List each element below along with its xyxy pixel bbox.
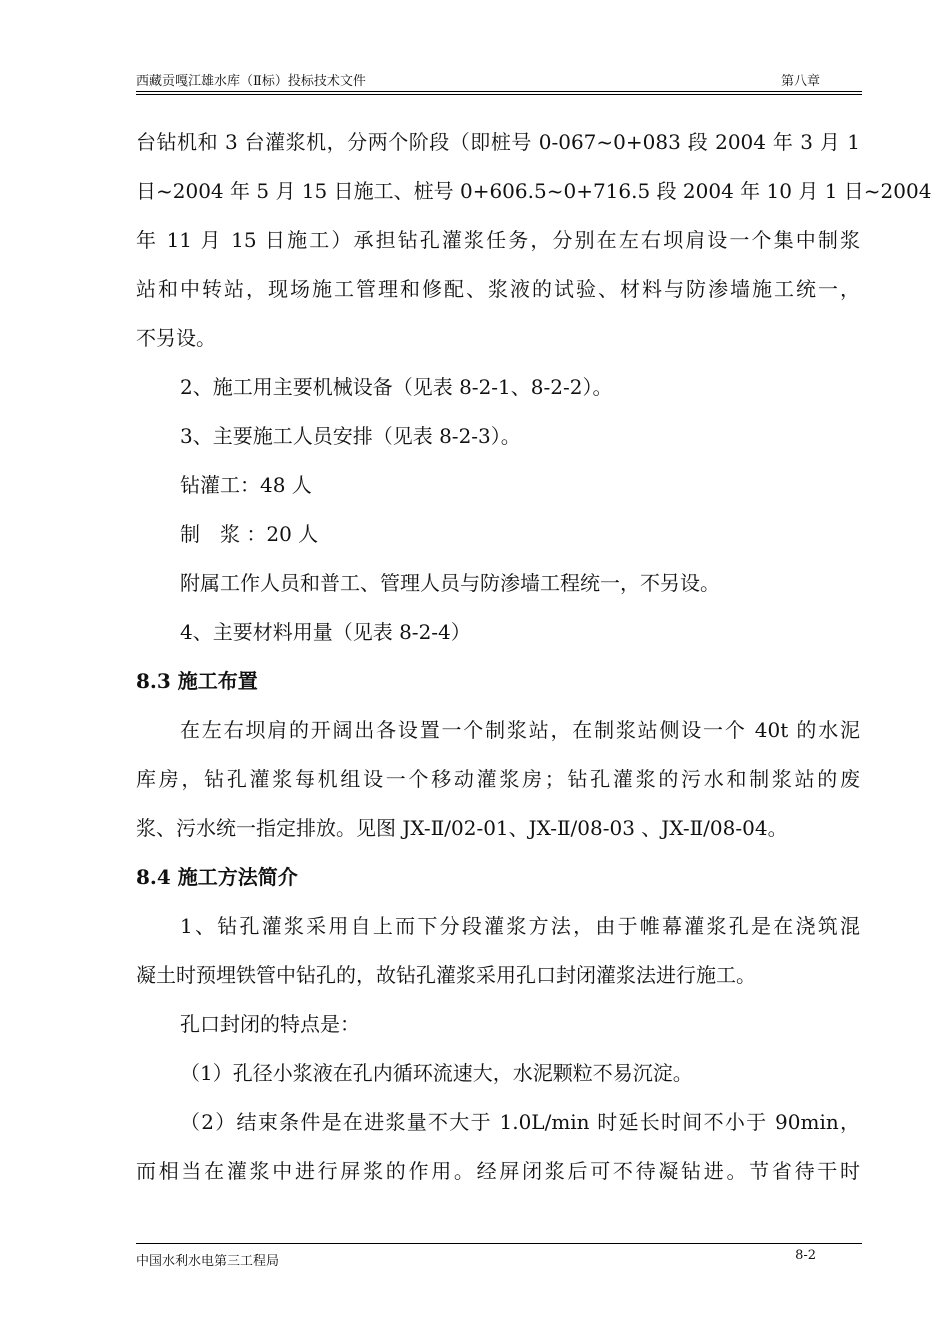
body-line: 1、钻孔灌浆采用自上而下分段灌浆方法，由于帷幕灌浆孔是在浇筑混 <box>180 914 860 938</box>
body-line: 4、主要材料用量（见表 8-2-4） <box>180 620 471 644</box>
header-rule <box>136 91 862 92</box>
page-body <box>136 118 932 1196</box>
page-header <box>136 70 860 92</box>
body-line: 浆、污水统一指定排放。见图 JX-Ⅱ/02-01、JX-Ⅱ/08-03 、JX-Ⅱ/08-04。 <box>136 816 788 840</box>
body-line: 站和中转站，现场施工管理和修配、浆液的试验、材料与防渗墙施工统一， <box>136 277 860 301</box>
organization-name: 中国水利水电第三工程局 <box>136 1254 280 1269</box>
section-heading-8-3: 8.3 施工布置 <box>136 669 258 693</box>
document-title: 西藏贡嘎江雄水库（Ⅱ标）投标技术文件 <box>136 74 366 89</box>
body-line: 2、施工用主要机械设备（见表 8-2-1、8-2-2）。 <box>180 375 613 399</box>
body-line: 制 浆 ：20 人 <box>180 522 319 546</box>
body-line: 日~2004 年 5 月 15 日施工、桩号 0+606.5~0+716.5 段 2004 年 10 月 1 日~2004 <box>136 179 932 203</box>
body-line: 库房，钻孔灌浆每机组设一个移动灌浆房；钻孔灌浆的污水和制浆站的废 <box>136 767 860 791</box>
section-heading-8-4: 8.4 施工方法简介 <box>136 865 298 889</box>
footer-rule <box>136 1243 862 1244</box>
body-line: 而相当在灌浆中进行屏浆的作用。经屏闭浆后可不待凝钻进。节省待干时 <box>136 1159 860 1183</box>
page-number: 8-2 <box>795 1248 816 1263</box>
body-line: 凝土时预埋铁管中钻孔的，故钻孔灌浆采用孔口封闭灌浆法进行施工。 <box>136 963 756 987</box>
body-line: （1）孔径小浆液在孔内循环流速大，水泥颗粒不易沉淀。 <box>180 1061 693 1085</box>
body-line: 钻灌工：48 人 <box>180 473 312 497</box>
chapter-label: 第八章 <box>780 74 820 89</box>
body-line: 台钻机和 3 台灌浆机，分两个阶段（即桩号 0-067~0+083 段 2004 年 3 月 1 <box>136 130 860 154</box>
body-line: （2）结束条件是在进浆量不大于 1.0L/min 时延长时间不小于 90min， <box>180 1110 860 1134</box>
body-line: 在左右坝肩的开阔出各设置一个制浆站，在制浆站侧设一个 40t 的水泥 <box>180 718 860 742</box>
body-line: 3、主要施工人员安排（见表 8-2-3）。 <box>180 424 521 448</box>
body-line: 孔口封闭的特点是： <box>180 1012 360 1036</box>
header-rule-double <box>136 94 862 95</box>
body-line: 不另设。 <box>136 326 216 350</box>
body-line: 附属工作人员和普工、管理人员与防渗墙工程统一，不另设。 <box>180 571 720 595</box>
body-line: 年 11 月 15 日施工）承担钻孔灌浆任务，分别在左右坝肩设一个集中制浆 <box>136 228 860 252</box>
